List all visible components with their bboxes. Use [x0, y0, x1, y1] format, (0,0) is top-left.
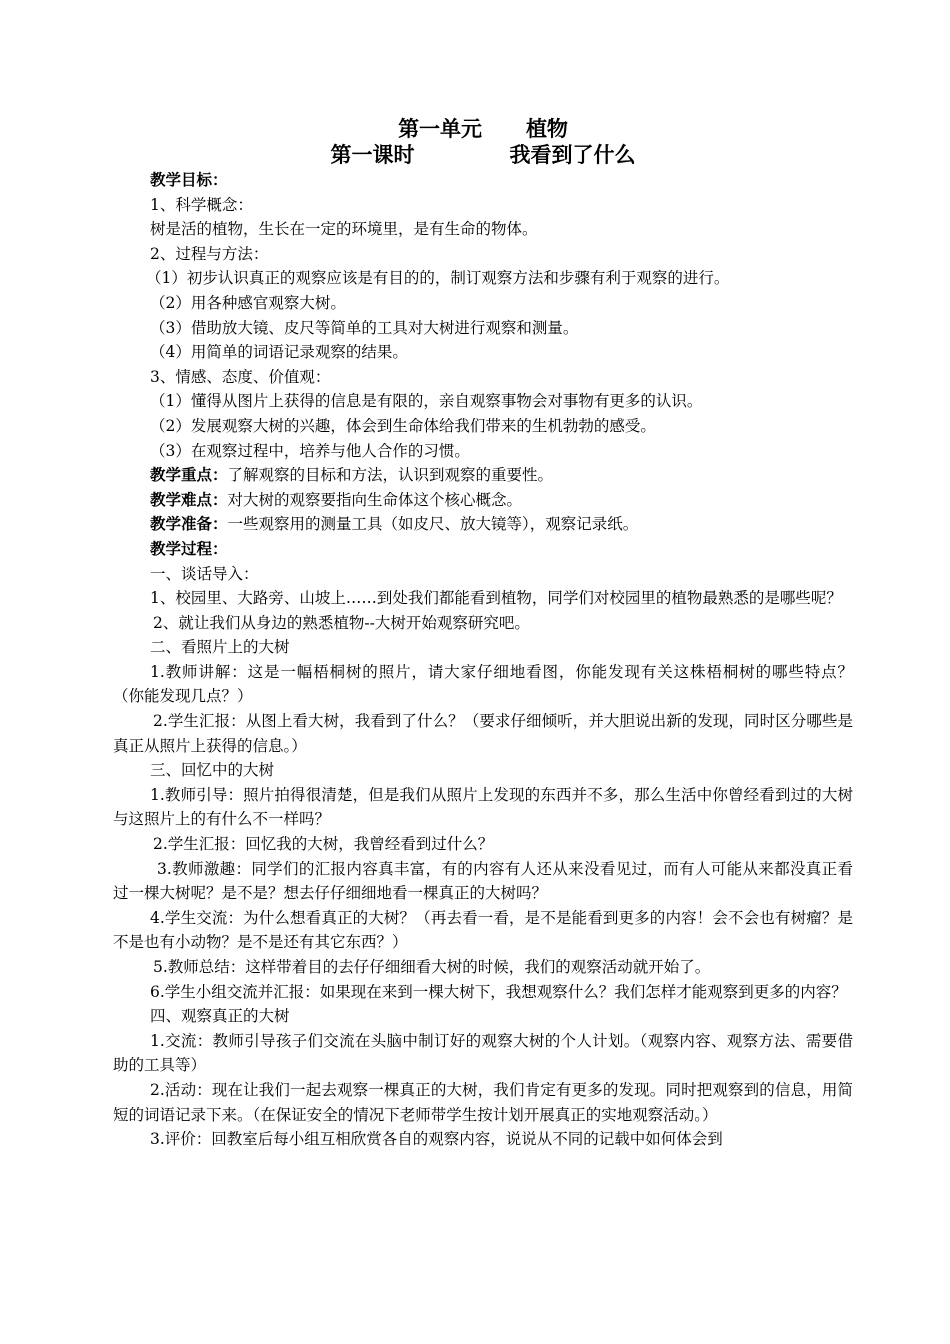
- paragraph: 1.交流：教师引导孩子们交流在头脑中制订好的观察大树的个人计划。（观察内容、观察方法、需要借助的工具等）: [113, 1031, 853, 1075]
- unit-title: [113, 116, 853, 142]
- paragraph: 2、就让我们从身边的熟悉植物--大树开始观察研究吧。: [153, 613, 530, 632]
- paragraph: 2.学生汇报：从图上看大树，我看到了什么？（要求仔细倾听，并大胆说出新的发现，同时区分哪些是真正从照片上获得的信息。）: [113, 712, 853, 755]
- paragraph: 2.活动：现在让我们一起去观察一棵真正的大树，我们肯定有更多的发现。同时把观察到的信息，用简短的词语记录下来。（在保证安全的情况下老师带学生按计划开展真正的实地观察活动。）: [113, 1080, 853, 1124]
- process-heading: 教学过程：: [150, 538, 228, 558]
- paragraph: 4.学生交流：为什么想看真正的大树？（再去看一看，是不是能看到更多的内容！会不会也有树瘤？是不是也有小动物？是不是还有其它东西？）: [113, 908, 853, 952]
- science-concept-heading: 1、科学概念：: [150, 195, 253, 214]
- lesson-topic: 我看到了什么: [509, 142, 636, 167]
- process-method-item: （1）初步认识真正的观察应该是有目的的，制订观察方法和步骤有利于观察的进行。: [146, 269, 730, 288]
- attitude-item: （3）在观察过程中，培养与他人合作的习惯。: [150, 441, 470, 460]
- unit-topic: 植物: [525, 116, 568, 141]
- paragraph: 3.评价：回教室后每小组互相欣赏各自的观察内容，说说从不同的记载中如何体会到: [150, 1130, 723, 1149]
- process-method-item: （4）用简单的词语记录观察的结果。: [150, 343, 408, 362]
- section-title: 一、谈话导入：: [150, 564, 259, 583]
- attitude-item: （1）懂得从图片上获得的信息是有限的，亲自观察事物会对事物有更多的认识。: [150, 392, 703, 411]
- preparation-label: 教学准备：: [150, 514, 228, 534]
- difficulty-label: 教学难点：: [150, 489, 228, 509]
- preparation: [113, 512, 853, 537]
- process-method-item: （2）用各种感官观察大树。: [150, 293, 346, 312]
- unit-number: 第一单元: [398, 116, 483, 141]
- paragraph: 3.教师激趣：同学们的汇报内容真丰富，有的内容有人还从来没看见过，而有人可能从来都没真正看过一棵大树呢？是不是？想去仔仔细细地看一棵真正的大树吗？: [113, 859, 853, 903]
- science-concept-text: 树是活的植物，生长在一定的环境里，是有生命的物体。: [150, 220, 538, 239]
- paragraph: 1.教师引导：照片拍得很清楚，但是我们从照片上发现的东西并不多，那么生活中你曾经看到过的大树与这照片上的有什么不一样吗？: [113, 785, 853, 829]
- difficulty: [113, 488, 853, 513]
- key-point-label: 教学重点：: [150, 465, 228, 485]
- difficulty-text: 对大树的观察要指向生命体这个核心概念。: [227, 490, 523, 509]
- section-title: 二、看照片上的大树: [150, 638, 290, 657]
- attitude-item: （2）发展观察大树的兴趣，体会到生命体给我们带来的生机勃勃的感受。: [150, 416, 656, 435]
- lesson-title: [113, 142, 853, 168]
- key-point: [113, 463, 853, 488]
- paragraph: 5.教师总结：这样带着目的去仔仔细细看大树的时候，我们的观察活动就开始了。: [153, 958, 711, 976]
- key-point-text: 了解观察的目标和方法，认识到观察的重要性。: [227, 466, 554, 485]
- process-method-heading: 2、过程与方法：: [150, 244, 269, 263]
- paragraph: 2.学生汇报：回忆我的大树，我曾经看到过什么？: [153, 835, 494, 854]
- preparation-text: 一些观察用的测量工具（如皮尺、放大镜等），观察记录纸。: [227, 515, 639, 534]
- paragraph: 6.学生小组交流并汇报：如果现在来到一棵大树下，我想观察什么？我们怎样才能观察到更多的内容？: [150, 982, 847, 1001]
- lesson-number: 第一课时: [330, 142, 415, 167]
- paragraph: 1、校园里、大路旁、山坡上……到处我们都能看到植物，同学们对校园里的植物最熟悉的是哪些呢？: [150, 589, 842, 608]
- paragraph: 1.教师讲解：这是一幅梧桐树的照片，请大家仔细地看图，你能发现有关这株梧桐树的哪些特点？ （你能发现几点？）: [113, 662, 869, 706]
- document-body: [113, 116, 869, 1152]
- attitude-heading: 3、情感、态度、价值观：: [150, 367, 331, 386]
- process-method-item: （3）借助放大镜、皮尺等简单的工具对大树进行观察和测量。: [150, 318, 579, 337]
- section-title: 三、回忆中的大树: [150, 761, 275, 780]
- section-title: 四、观察真正的大树: [150, 1007, 290, 1026]
- objectives-heading: 教学目标：: [150, 170, 228, 189]
